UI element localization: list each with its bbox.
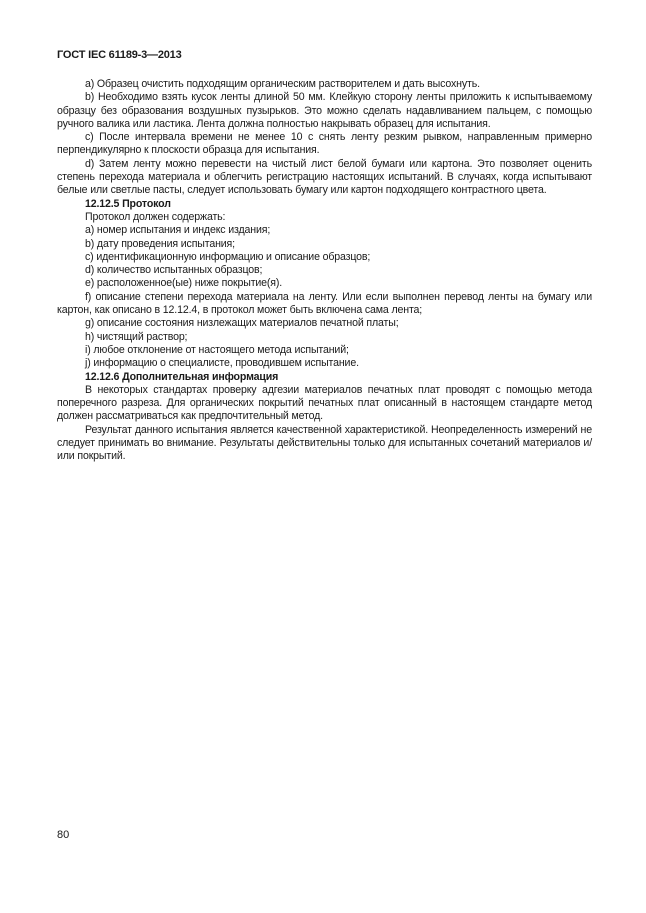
paragraph-c: c) После интервала времени не менее 10 с снять ленту резким рывком, направленным примерно перпендикулярно к плоскости образца для испытания.	[57, 131, 592, 157]
list-item: a) номер испытания и индекс издания;	[85, 224, 271, 237]
paragraph-a: a) Образец очистить подходящим органическим растворителем и дать высохнуть.	[85, 78, 480, 90]
paragraph-b: b) Необходимо взять кусок ленты длиной 50 мм. Клейкую сторону ленты приложить к испытываемому образцу без образования воздушных пузырьков. Это можно сделать надавливанием пальцем, с помощью ручного валика или ластика. Лента должна полностью накрывать образец для испытания.	[57, 91, 592, 130]
list-item: f) описание степени перехода материала на ленту. Или если выполнен перевод ленты на бумагу или картон, как описано в 12.12.4, в протокол может быть включена сама лента;	[57, 290, 592, 317]
list-item: e) расположенное(ые) ниже покрытие(я).	[85, 277, 283, 290]
list-item: d) количество испытанных образцов;	[85, 264, 263, 277]
additional-info-paragraph-1: В некоторых стандартах проверку адгезии материалов печатных плат проводят с помощью метода поперечного разреза. Для органических покрытий печатных плат описанный в настоящем стандарте метод должен рассматриваться как предпочтительный метод.	[57, 383, 592, 423]
section-heading-12-12-5: 12.12.5 Протокол	[85, 197, 171, 210]
list-item: j) информацию о специалисте, проводившем испытание.	[85, 357, 359, 370]
list-item: b) дату проведения испытания;	[85, 237, 235, 250]
list-item: h) чистящий раствор;	[85, 330, 188, 343]
protocol-intro: Протокол должен содержать:	[85, 210, 226, 223]
list-item: i) любое отклонение от настоящего метода испытаний;	[85, 343, 349, 356]
list-item: c) идентификационную информацию и описание образцов;	[85, 250, 371, 263]
document-header: ГОСТ IEC 61189-3—2013	[57, 49, 182, 61]
additional-info-paragraph-2: Результат данного испытания является качественной характеристикой. Неопределенность измерений не следует принимать во внимание. Результаты действительны только для испытанных сочетаний материалов и/или покрытий.	[57, 423, 592, 463]
paragraph-d: d) Затем ленту можно перевести на чистый лист белой бумаги или картона. Это позволяет оценить степень перехода материала и облегчить регистрацию настоящих испытаний. В случаях, когда испытывают белые или светлые пасты, следует использовать бумагу или картон подходящего контрастного цвета.	[57, 157, 592, 197]
section-heading-12-12-6: 12.12.6 Дополнительная информация	[85, 370, 279, 383]
list-item: g) описание состояния низлежащих материалов печатной платы;	[85, 317, 399, 330]
document-body	[57, 78, 592, 464]
page-number: 80	[57, 829, 70, 841]
